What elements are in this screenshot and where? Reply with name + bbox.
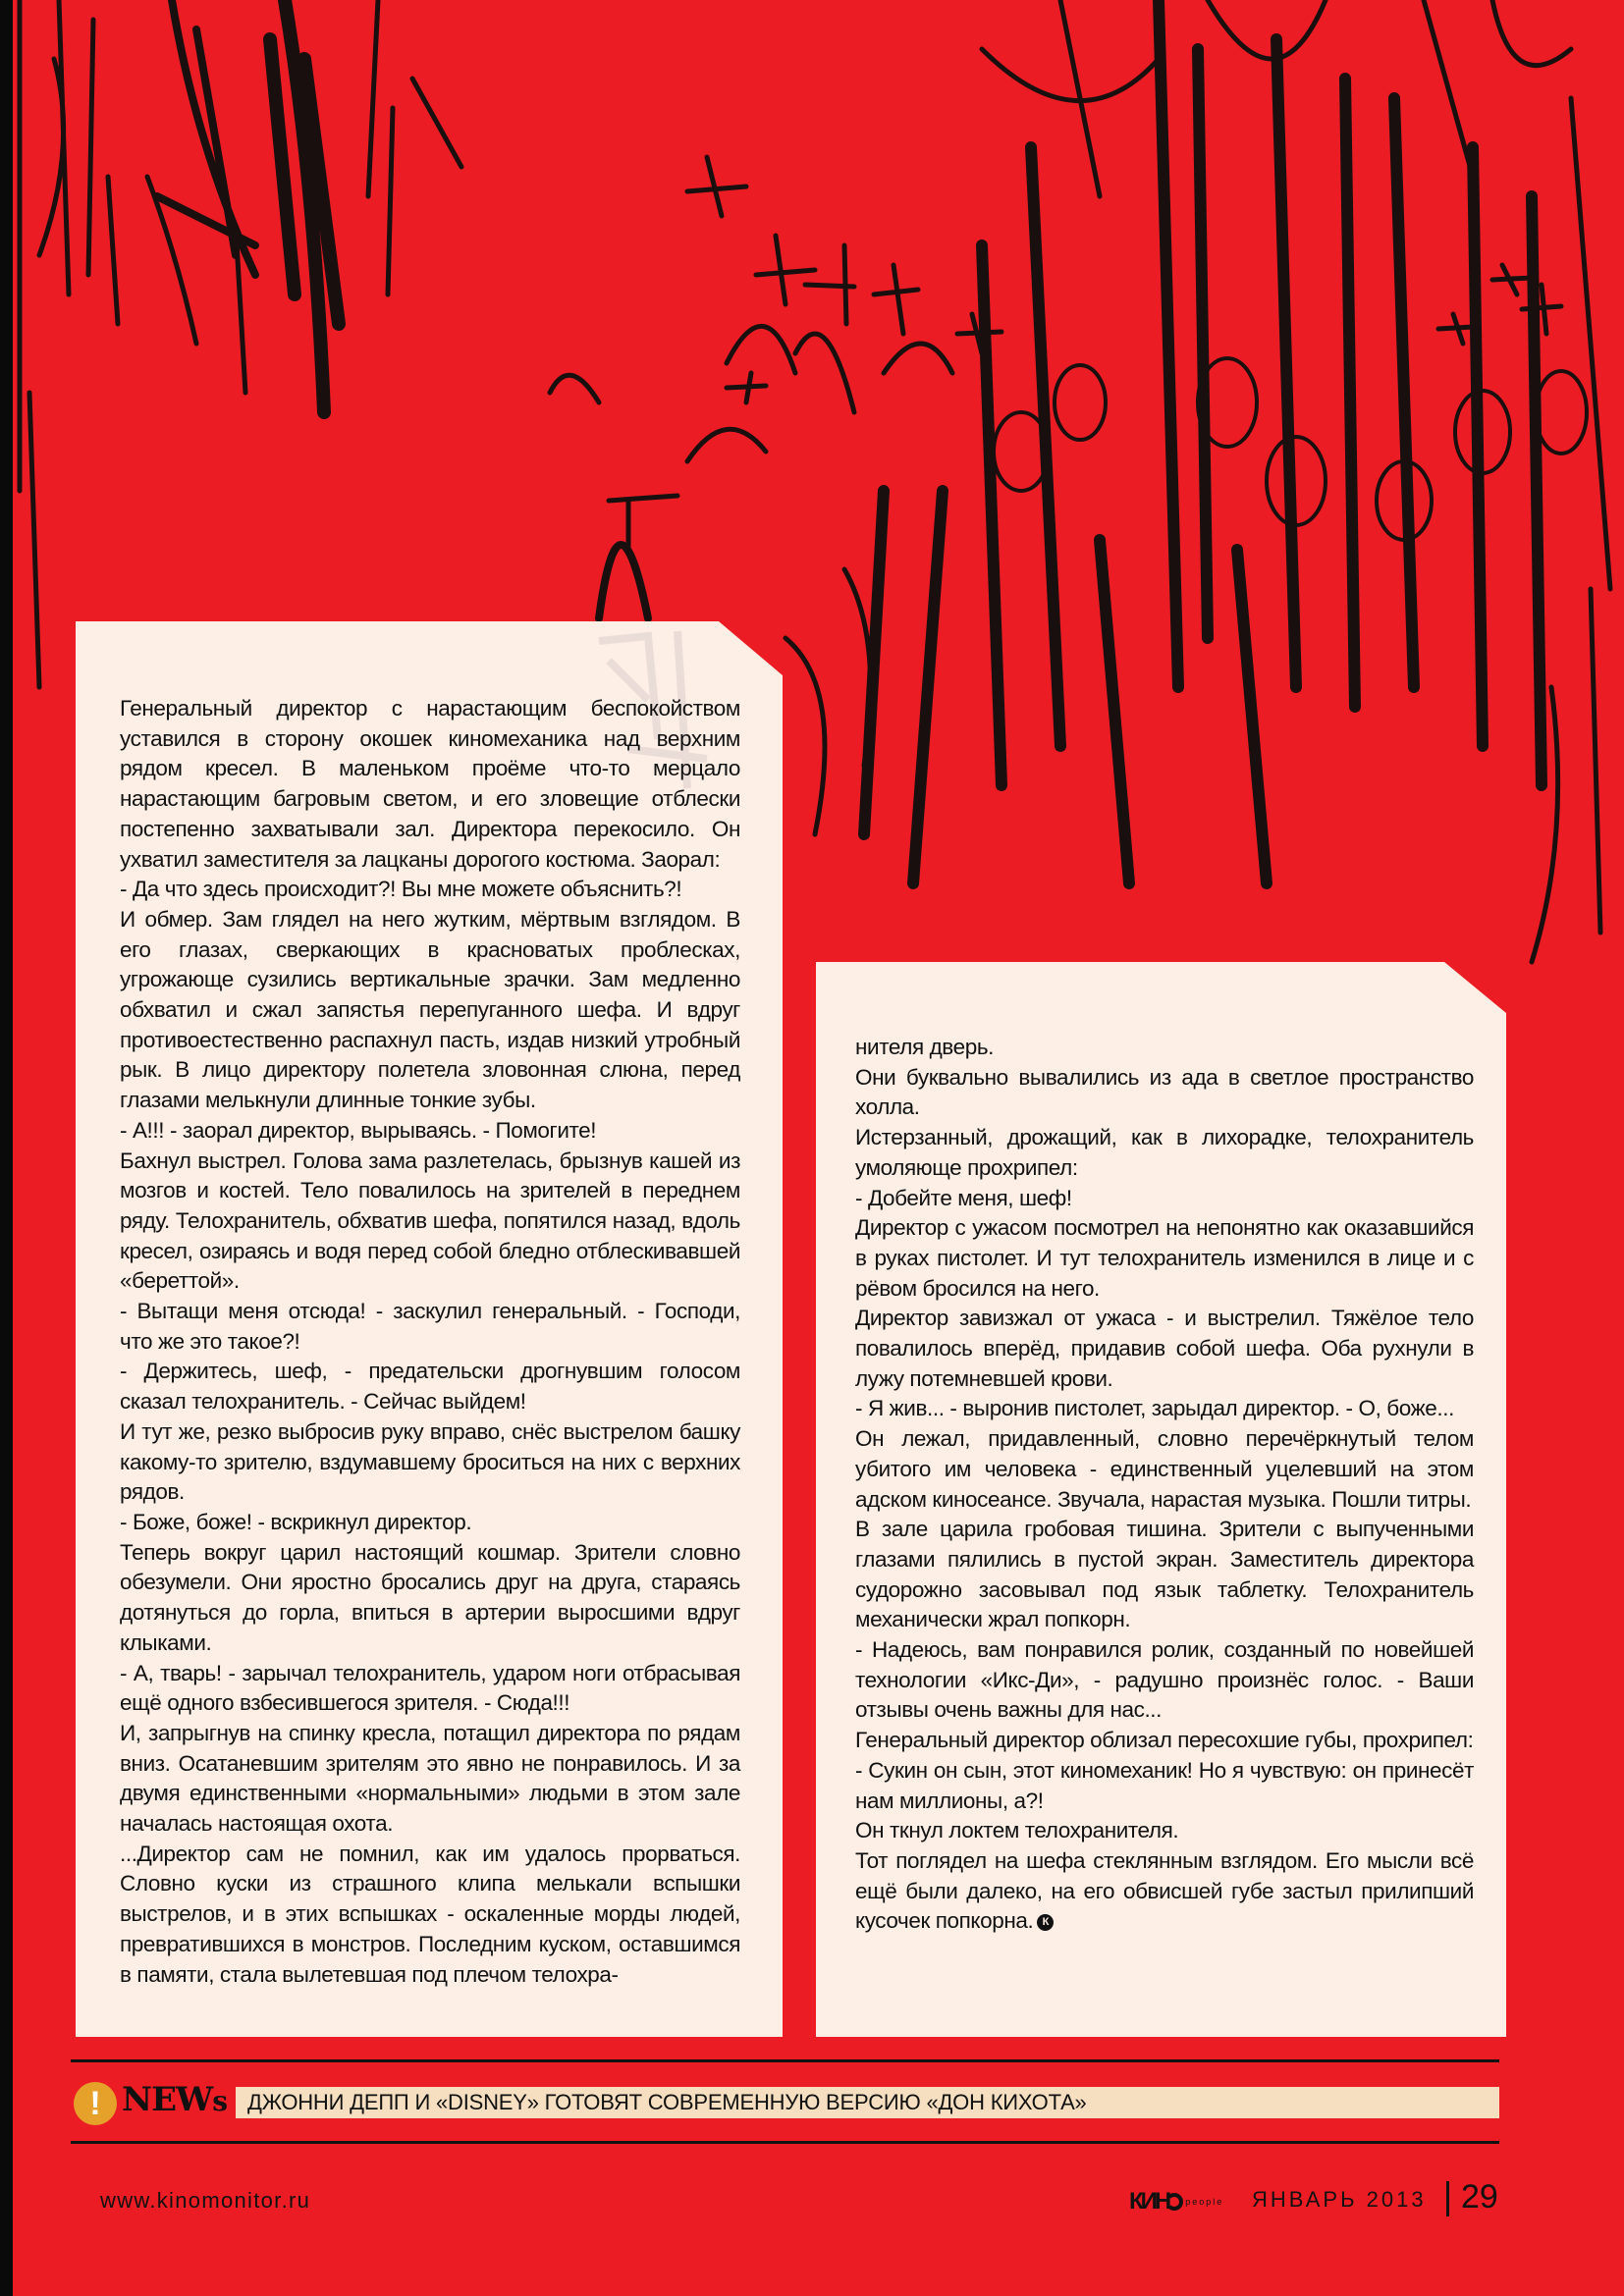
- logo-sub-text: people: [1185, 2197, 1224, 2207]
- face-icon: [1055, 365, 1106, 440]
- paragraph: - Я жив... - выронив пистолет, зарыдал директор. - О, боже...: [855, 1396, 1454, 1421]
- cross-icon: [1438, 314, 1473, 344]
- end-of-article-icon: К: [1037, 1914, 1054, 1931]
- paragraph: Бахнул выстрел. Голова зама разлетелась, брызнув кашей из мозгов и костей. Тело повалилось на зрителей в переднем ряду. Телохранитель, обхватив шефа, попятился назад, вдоль кресел, озираясь и водя перед собой бледно отблескивавшей «береттой».: [120, 1148, 740, 1294]
- article-column-right: [855, 1033, 1474, 1937]
- news-label-main: NEW: [122, 2080, 213, 2119]
- cross-icon: [805, 245, 854, 324]
- news-divider-top: [71, 2059, 1499, 2062]
- paragraph: И, запрыгнув на спинку кресла, потащил директора по рядам вниз. Осатаневшим зрителям это явно не понравилось. И за двумя единственными «нормальными» людьми в этом зале началась настоящая охота.: [120, 1720, 740, 1837]
- article-column-left: [120, 694, 740, 1990]
- paragraph: И обмер. Зам глядел на него жутким, мёртвым взглядом. В его глазах, сверкающих в красноватых проблесках, угрожающе сузились вертикальные зрачки. Зам медленно обхватил и сжал запястья перепуганного шефа. И вдруг противоестественно распахнул пасть, издав низкий утробный рык. В лицо директору полетела зловонная слюна, перед глазами мелькнули длинные тонкие зубы.: [120, 906, 740, 1113]
- tree-icon: [157, 0, 255, 275]
- tree-icon: [270, 0, 339, 412]
- paragraph: Он ткнул локтем телохранителя.: [855, 1818, 1179, 1843]
- paragraph: В зале царила гробовая тишина. Зрители с выпученными глазами пялились в пустой экран. Заместитель директора судорожно засовывал под язык таблетку. Телохранитель механически жрал попкорн.: [855, 1517, 1474, 1632]
- paragraph-final-text: Тот поглядел на шефа стеклянным взглядом. Его мысли всё ещё были далеко, на его обвисшей губе застыл прилипший кусочек попкорна.: [855, 1847, 1474, 1934]
- paragraph: Директор завизжал от ужаса - и выстрелил. Тяжёлое тело повалилось вперёд, придавив собой шефа. Оба рухнули в лужу потемневшей крови.: [855, 1306, 1474, 1391]
- paragraph: - Добейте меня, шеф!: [855, 1185, 1072, 1210]
- paragraph: Генеральный директор облизал пересохшие губы, прохрипел:: [855, 1728, 1474, 1753]
- news-label: [122, 2080, 227, 2119]
- tombstone-icon: [795, 334, 854, 412]
- cross-icon: [756, 236, 815, 304]
- tombstone-icon: [884, 344, 952, 373]
- paragraph: - А!!! - заорал директор, вырываясь. - Помогите!: [120, 1117, 597, 1143]
- magazine-logo: [1129, 2189, 1223, 2215]
- paragraph: Они буквально вывалились из ада в светлое пространство холла.: [855, 1064, 1474, 1120]
- tombstone-icon: [687, 429, 766, 461]
- website-link[interactable]: www.kinomonitor.ru: [100, 2188, 311, 2213]
- page-number: 29: [1461, 2178, 1498, 2216]
- tombstone-icon: [599, 545, 648, 618]
- cross-icon: [1492, 265, 1532, 294]
- paragraph: нителя дверь.: [855, 1035, 995, 1059]
- paragraph: - Сукин он сын, этот киномеханик! Но я чувствую: он принесёт нам миллионы, а?!: [855, 1757, 1474, 1813]
- tombstone-icon: [727, 326, 795, 373]
- paragraph: ...Директор сам не помнил, как им удалось прорваться. Словно куски из страшного клипа мелькали вспышки выстрелов, и в этих вспышках - оскаленные морды людей, превратившихся в монстров. Последним куском, оставшимся в памяти, стала вылетевшая под плечом телохра-: [120, 1841, 740, 1987]
- paragraph: Генеральный директор с нарастающим беспокойством уставился в сторону окошек киномеханика над верхним рядом кресел. В маленьком проёме что-то мерцало нарастающим багровым светом, и его зловещие отблески постепенно захватывали зал. Директора перекосило. Он ухватил заместителя за лацканы дорогого костюма. Заорал:: [120, 696, 740, 872]
- paragraph: Истерзанный, дрожащий, как в лихорадке, телохранитель умоляюще прохрипел:: [855, 1125, 1474, 1180]
- paragraph: Директор с ужасом посмотрел на непонятно как оказавшийся в руках пистолет. И тут телохранитель изменился в лице и с рёвом бросился на него.: [855, 1215, 1474, 1301]
- news-label-suffix: s: [212, 2085, 227, 2117]
- paragraph: - Боже, боже! - вскрикнул директор.: [120, 1509, 472, 1534]
- paragraph: Теперь вокруг царил настоящий кошмар. Зрители словно обезумели. Они яростно бросались друг на друга, стараясь дотянуться до горла, впиться в артерии выросшими вдруг клыками.: [120, 1539, 740, 1655]
- paragraph: И тут же, резко выбросив руку вправо, снёс выстрелом башку какому-то зрителю, вздумавшему броситься на них с верхних рядов.: [120, 1418, 740, 1505]
- paragraph: - Да что здесь происходит?! Вы мне можете объяснить?!: [120, 877, 682, 902]
- paragraph: Он лежал, придавленный, словно перечёркнутый телом убитого им человека - единственный уцелевший на этом адском киносеансе. Звучала, нарастая музыка. Пошли титры.: [855, 1426, 1474, 1512]
- issue-date: ЯНВАРЬ 2013: [1252, 2187, 1427, 2212]
- cross-icon: [727, 373, 766, 402]
- logo-main-text: КИН: [1129, 2188, 1169, 2215]
- face-icon: [1536, 371, 1587, 454]
- tree-icon: [368, 0, 461, 294]
- news-headline[interactable]: ДЖОННИ ДЕПП И «DISNEY» ГОТОВЯТ СОВРЕМЕННУЮ ВЕРСИЮ «ДОН КИХОТА»: [236, 2087, 1499, 2118]
- paragraph: - Держитесь, шеф, - предательски дрогнувшим голосом сказал телохранитель. - Сейчас выйдем!: [120, 1359, 740, 1415]
- paragraph: - А, тварь! - зарычал телохранитель, ударом ноги отбрасывая ещё одного взбесившегося зрителя. - Сюда!!!: [120, 1660, 740, 1716]
- paragraph: - Вытащи меня отсюда! - заскулил генеральный. - Господи, что же это такое?!: [120, 1299, 740, 1354]
- tree-icon: [39, 0, 93, 294]
- logo-ring-icon: [1165, 2193, 1183, 2211]
- footer-divider: [1446, 2181, 1449, 2216]
- cross-icon: [874, 265, 918, 334]
- cross-icon: [687, 157, 746, 216]
- exclamation-icon: !: [74, 2082, 117, 2125]
- paragraph-final: [855, 1846, 1474, 1937]
- news-divider-bottom: [71, 2141, 1499, 2144]
- paragraph: - Надеюсь, вам понравился ролик, созданный по новейшей технологии «Икс-Ди», - радушно произнёс голос. - Ваши отзывы очень важны для нас...: [855, 1637, 1474, 1723]
